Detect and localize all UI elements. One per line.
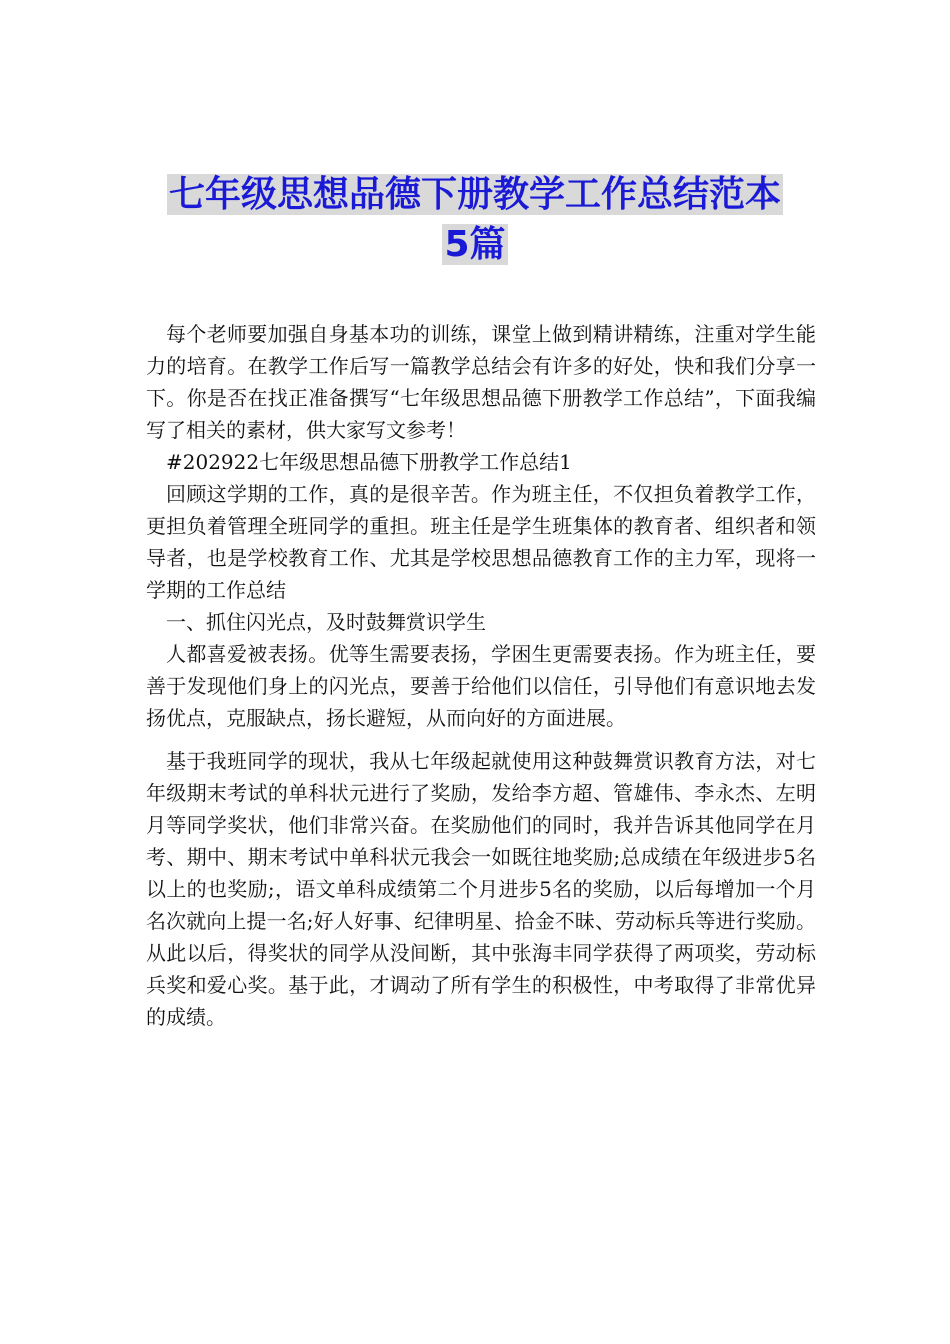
body-paragraph: 回顾这学期的工作，真的是很辛苦。作为班主任，不仅担负着教学工作，更担负着管理全班同学的重担。班主任是学生班集体的教育者、组织者和领导者，也是学校教育工作、尤其是学校思想品德教育工作的主力军，现将一学期的工作总结 — [146, 482, 816, 602]
title-line-2: 5篇 — [444, 224, 506, 265]
title-line-1: 七年级思想品德下册教学工作总结范本 — [168, 174, 781, 215]
body-paragraph: 人都喜爱被表扬。优等生需要表扬，学困生更需要表扬。作为班主任，要善于发现他们身上的闪光点，要善于给他们以信任，引导他们有意识地去发扬优点，克服缺点，扬长避短，从而向好的方面进展。 — [146, 642, 816, 730]
section-heading: #202922七年级思想品德下册教学工作总结1 — [166, 450, 572, 474]
subsection-heading: 一、抓住闪光点，及时鼓舞赏识学生 — [166, 610, 486, 634]
document-body — [146, 318, 816, 1033]
intro-paragraph: 每个老师要加强自身基本功的训练，课堂上做到精讲精练，注重对学生能力的培育。在教学工作后写一篇教学总结会有许多的好处，快和我们分享一下。你是否在找正准备撰写“七年级思想品德下册教学工作总结”，下面我编写了相关的素材，供大家写文参考！ — [146, 322, 816, 442]
document-title — [120, 170, 830, 270]
body-paragraph: 基于我班同学的现状，我从七年级起就使用这种鼓舞赏识教育方法，对七年级期末考试的单科状元进行了奖励，发给李方超、管雄伟、李永杰、左明月等同学奖状，他们非常兴奋。在奖励他们的同时，我并告诉其他同学在月考、期中、期末考试中单科状元我会一如既往地奖励;总成绩在年级进步5名以上的也奖励;，语文单科成绩第二个月进步5名的奖励，以后每增加一个月名次就向上提一名;好人好事、纪律明星、拾金不昧、劳动标兵等进行奖励。从此以后，得奖状的同学从没间断，其中张海丰同学获得了两项奖，劳动标兵奖和爱心奖。基于此，才调动了所有学生的积极性，中考取得了非常优异的成绩。 — [146, 749, 816, 1029]
